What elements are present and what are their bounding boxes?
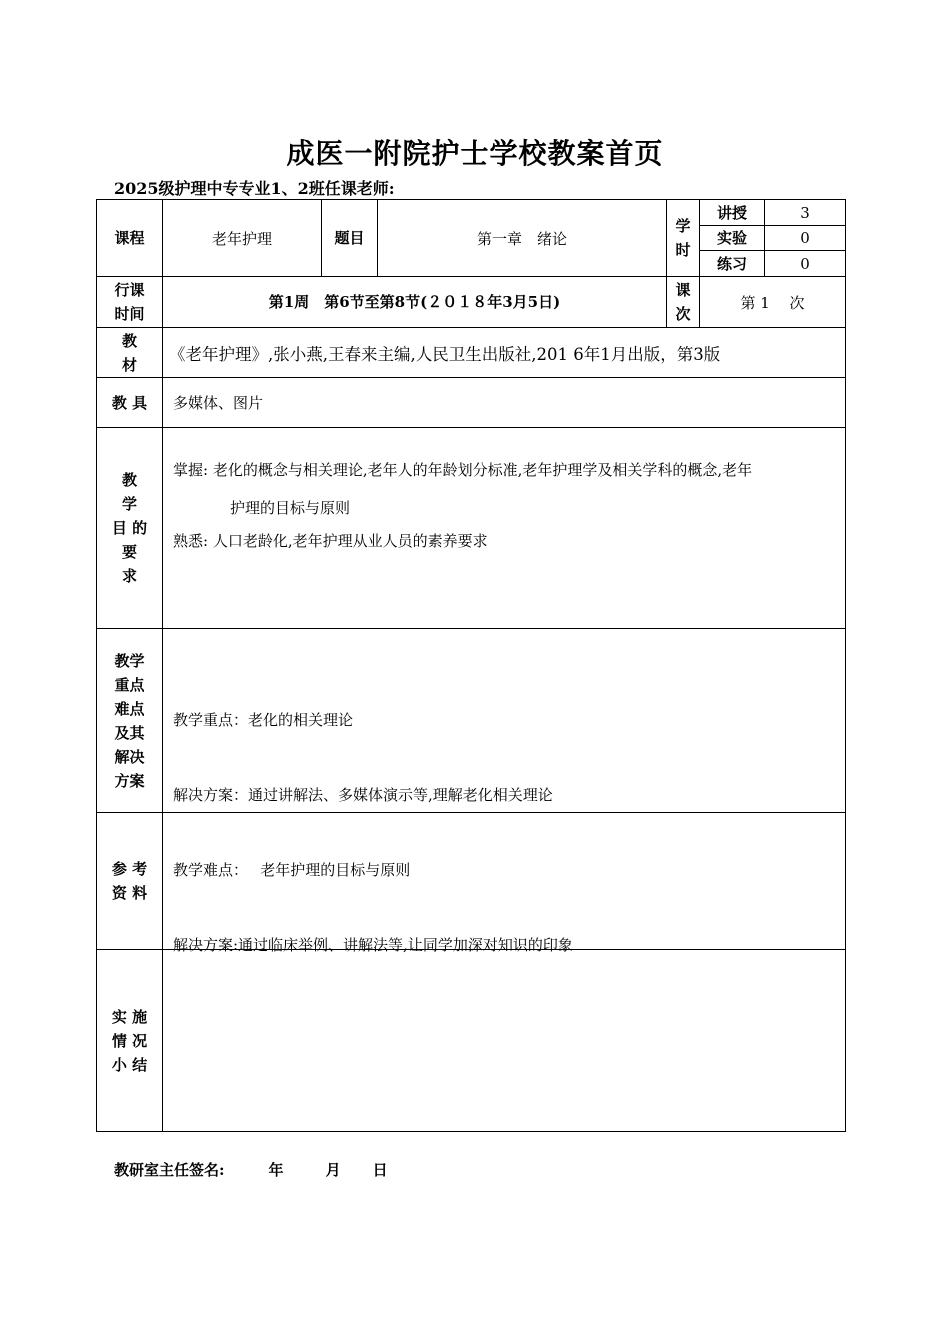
master-line: 老化的概念与相关理论,老年人的年龄划分标准,老年护理学及相关学科的概念,老年 [212,461,753,479]
key-point-line: 解决方案：通过讲解法、多媒体演示等,理解老化相关理论 [173,786,553,804]
objectives-label-line: 目 的 [111,519,148,537]
signature-day: 日 [372,1161,388,1179]
lab-label: 实验 [716,229,747,247]
class-teacher-line: 2025级护理中专专业1、2班任课老师: [114,179,395,198]
lesson-plan-form [96,199,846,1132]
session-label-line: 课 [675,281,691,299]
key-points-label [97,629,162,812]
schedule-label [97,277,162,327]
textbook-label [97,328,162,377]
schedule-label-line: 行课 [114,281,145,299]
key-points-label-line: 教学 [114,651,145,670]
signature-year: 年 [268,1161,284,1179]
key-points-label-line: 难点 [114,699,145,718]
key-points-label-line: 方案 [114,771,145,790]
session-label [667,277,699,327]
objectives-label-line: 要 [121,543,137,561]
references-label-line: 参 考 [111,860,148,878]
key-points-label-line: 重点 [114,675,145,694]
key-points-label-line: 及其 [114,723,145,742]
session-label-line: 次 [675,305,691,323]
hours-label [667,200,699,276]
topic-value: 第一章 绪论 [476,229,567,248]
practice-hours: 0 [800,254,810,273]
textbook-label-line: 材 [121,355,137,374]
topic-label: 题目 [334,229,365,247]
course-value: 老年护理 [211,229,272,248]
references-label-line: 资 料 [111,884,148,902]
summary-label-line: 情 况 [111,1032,148,1050]
schedule-value: 第1周 第6节至第8节(２０１８年3月5日) [268,293,561,311]
hours-label-line: 时 [675,241,691,259]
course-label: 课程 [114,229,145,247]
key-point-line: 教学重点：老化的相关理论 [173,711,354,729]
summary-label-line: 实 施 [111,1008,148,1026]
summary-field[interactable] [163,950,845,1132]
signature-label: 教研室主任签名: [114,1161,225,1179]
signature-month: 月 [325,1161,341,1179]
lecture-hours: 3 [800,203,810,222]
key-points-label-line: 解决 [114,747,145,766]
lab-hours: 0 [800,229,810,247]
summary-label [97,950,162,1132]
objectives-label-line: 教 [121,471,137,489]
session-value: 第 1 次 [740,293,805,312]
key-point-line: 解决方案:通过临床举例、讲解法等,让同学加深对知识的印象 [173,936,573,954]
summary-label-line: 小 结 [111,1056,148,1074]
objectives-label-line: 学 [121,495,137,513]
lecture-label: 讲授 [716,203,747,222]
master-objective [173,458,845,483]
hours-label-line: 学 [675,217,691,235]
textbook-label-line: 教 [121,331,137,350]
page-title: 成医一附院护士学校教案首页 [286,137,664,170]
schedule-label-line: 时间 [114,305,145,323]
master-line-continued: 护理的目标与原则 [230,499,351,517]
familiar-objective: 熟悉: 人口老龄化,老年护理从业人员的素养要求 [173,532,488,550]
teaching-aids-label: 教 具 [111,393,148,412]
objectives-label-line: 求 [121,567,137,585]
teaching-aids-value: 多媒体、图片 [173,394,264,412]
practice-label: 练习 [716,254,747,273]
textbook-value: 《老年护理》,张小燕,王春来主编,人民卫生出版社,201 6年1月出版，第3版 [169,344,721,364]
objectives-label [97,428,162,628]
master-prefix: 掌握: [173,461,213,479]
key-point-line: 教学难点： 老年护理的目标与原则 [173,861,411,879]
signature-line [114,1159,388,1180]
references-field[interactable] [163,813,845,949]
references-label [97,813,162,949]
